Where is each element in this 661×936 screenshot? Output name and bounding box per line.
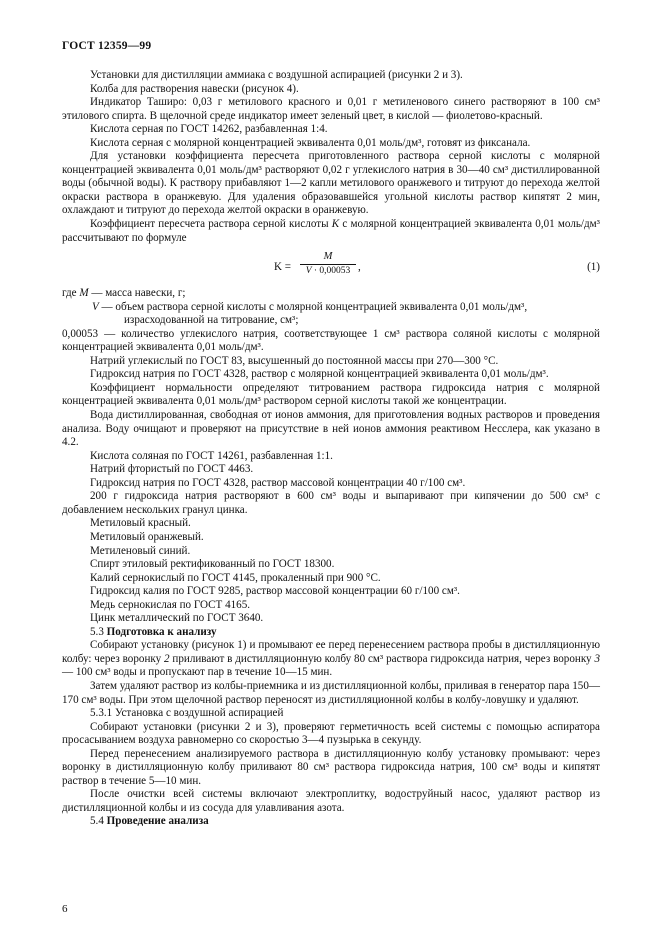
paragraph: Гидроксид калия по ГОСТ 9285, раствор массовой концентрации 60 г/100 см³. [90,585,460,598]
legend-v: V — объем раствора серной кислоты с молярной концентрацией эквивалента 0,01 моль/дм³, [92,300,528,313]
subsection-heading-5-3-1: 5.3.1 Установка с воздушной аспирацией [90,707,284,720]
paragraph: Индикатор Таширо: 0,03 г метилового красного и 0,01 г метиленового синего растворяют в 100 см³ этилового спирта. В щелочной среде индикатор имеет зеленый цвет, в кислой — фиолетово-красный. [62,96,600,122]
paragraph: Калий сернокислый по ГОСТ 4145, прокаленный при 900 °С. [90,571,381,584]
formula-numerator: M [323,251,333,263]
legend-const: 0,00053 — количество углекислого натрия, соответствующее 1 см³ раствора соляной кислоты с молярной концентрацией эквивалента 0,01 моль/дм³. [62,327,600,354]
paragraph: Коэффициент пересчета раствора серной кислоты K с молярной концентрацией эквивалента 0,01 моль/дм³ рассчитывают по формуле [62,218,601,244]
paragraph: Собирают установку (рисунок 1) и промывают ее перед перенесением раствора пробы в дистилляционную колбу: через воронку 2 приливают в дистилляционную колбу 80 см³ раствора гидроксида натрия, через воронку 3 — 100 см³ воды и пропускают пар в течение 10—15 мин. [62,639,600,679]
formula-1 [62,249,600,283]
paragraph: Метиловый красный. [90,517,191,530]
legend-v-cont: израсходованной на титрование, см³; [124,314,299,327]
paragraph: Собирают установки (рисунки 2 и 3), проверяют герметичность всей системы с помощью аспиратора просасыванием воздуха равномерно со скоростью 3—4 пузырька в секунду. [62,720,600,747]
paragraph: Колба для растворения навески (рисунок 4). [90,82,299,95]
paragraph: Вода дистиллированная, свободная от ионов аммония, для приготовления водных растворов и проведения анализа. Воду очищают и проверяют на присутствие в ней ионов аммония реактивом Несслера, как указано в 4.2. [62,409,600,449]
paragraph: Кислота соляная по ГОСТ 14261, разбавленная 1:1. [90,449,333,462]
variable-k: K [331,218,340,231]
paragraph: Натрий фтористый по ГОСТ 4463. [90,463,254,476]
paragraph: Медь сернокислая по ГОСТ 4165. [90,598,251,611]
paragraph: Спирт этиловый ректификованный по ГОСТ 18300. [90,558,335,571]
formula-comma: , [358,261,361,274]
document-body [62,69,600,829]
formula-number: (1) [587,261,600,274]
paragraph: Установки для дистилляции аммиака с воздушной аспирацией (рисунки 2 и 3). [90,69,463,81]
formula-lhs: K = [274,261,292,274]
paragraph: Кислота серная с молярной концентрацией эквивалента 0,01 моль/дм³, готовят из фиксанала. [90,136,531,149]
paragraph: Затем удаляют раствор из колбы-приемника и из дистилляционной колбы, приливая в генератор пара 150—170 см³ воды. При этом щелочной раствор переносят из дистилляционной колбы в колбу-ловушку и удаляют. [62,679,600,706]
fraction-bar [300,264,356,265]
formula-fraction [300,251,356,277]
paragraph: 200 г гидроксида натрия растворяют в 600 см³ воды и выпаривают при кипячении до 500 см³ с добавлением нескольких гранул цинка. [62,490,600,516]
paragraph: Для установки коэффициента пересчета приготовленного раствора серной кислоты с молярной концентрацией эквивалента 0,01 моль/дм³ растворяют 0,02 г углекислого натрия в 30—40 см³ дистиллированной воды (обычной воды). К раствору прибавляют 1—2 капли метилового оранжевого и титруют до перехода желтой окраски раствора в оранжевую. Для удаления образовавшейся угольной кислоты раствор кипятят 2 мин, охлаждают и титруют до перехода желтой окраски в оранжевую. [62,150,600,217]
page-number: 6 [62,903,68,915]
paragraph: После очистки всей системы включают электроплитку, водоструйный насос, удаляют раствор из дистилляционной колбы и из сосуда для улавливания азота. [62,788,600,814]
section-heading-5-4: 5.4 Проведение анализа [90,815,209,828]
paragraph: Метиленовый синий. [90,544,191,557]
paragraph: Метиловый оранжевый. [90,530,204,543]
paragraph: Гидроксид натрия по ГОСТ 4328, раствор массовой концентрации 40 г/100 см³. [90,476,466,489]
formula-denominator: V · 0,00053 [305,266,351,277]
legend-m: где M — масса навески, г; [62,287,186,300]
document-header: ГОСТ 12359—99 [62,40,152,52]
paragraph: Цинк металлический по ГОСТ 3640. [90,612,264,625]
paragraph: Гидроксид натрия по ГОСТ 4328, раствор с молярной концентрацией эквивалента 0,01 моль/дм³. [90,368,549,381]
paragraph: Перед перенесением анализируемого раствора в дистилляционную колбу установку промывают: через воронку в дистилляционную колбу приливают 80 см³ раствора гидроксида натрия, 100 см³ воды и кипятят раствор в течение 5—10 мин. [62,747,600,787]
paragraph: Кислота серная по ГОСТ 14262, разбавленная 1:4. [90,123,328,136]
paragraph: Коэффициент нормальности определяют титрованием раствора гидроксида натрия с молярной концентрацией эквивалента 0,01 моль/дм³ раствором серной кислоты такой же концентрации. [62,381,600,408]
paragraph: Натрий углекислый по ГОСТ 83, высушенный до постоянной массы при 270—300 °С. [90,354,499,367]
section-heading-5-3: 5.3 Подготовка к анализу [90,625,217,638]
